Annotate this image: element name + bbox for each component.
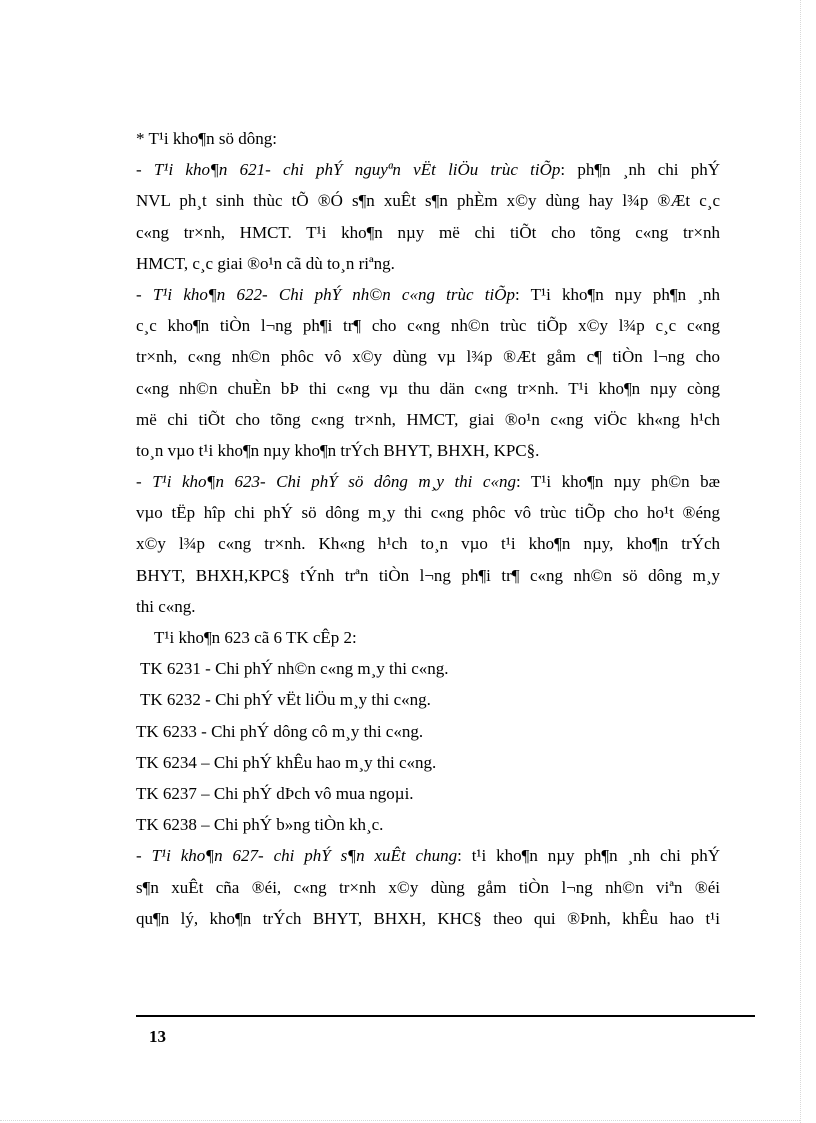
text-segment: : T¹i kho¶n nµy ph¶n ¸nh bbox=[514, 284, 720, 304]
text-segment: - bbox=[136, 846, 152, 866]
text-segment: - bbox=[136, 472, 153, 492]
text-segment: TK 6233 - Chi phÝ dông cô m¸y thi c«ng. bbox=[136, 721, 424, 741]
page-edge-right bbox=[800, 0, 801, 1123]
text-segment: thi c«ng. bbox=[136, 596, 196, 616]
text-line bbox=[136, 903, 720, 934]
text-segment: c¸c kho¶n tiÒn l¬ng ph¶i tr¶ cho c«ng nh©n trùc tiÕp x©y l¾p c¸c c«ng bbox=[136, 316, 720, 336]
text-segment: tr×nh, c«ng nh©n phôc vô x©y dùng vµ l¾p ®Æt gåm c¶ tiÒn l¬ng cho bbox=[136, 347, 720, 367]
text-segment: më chi tiÕt cho tõng c«ng tr×nh, HMCT, giai ®o¹n c«ng viÖc kh«ng h¹ch bbox=[136, 409, 720, 429]
body-text bbox=[136, 123, 720, 934]
text-segment: : T¹i kho¶n nµy ph©n bæ bbox=[515, 472, 720, 492]
text-segment: TK 6234 – Chi phÝ khÊu hao m¸y thi c«ng. bbox=[136, 752, 437, 772]
italic-heading: T¹i kho¶n 627- chi phÝ s¶n xuÊt chung bbox=[151, 846, 458, 866]
text-line bbox=[136, 840, 720, 871]
text-line bbox=[136, 466, 720, 497]
text-line bbox=[136, 653, 720, 684]
text-line bbox=[136, 373, 720, 404]
text-line bbox=[136, 560, 720, 591]
text-line bbox=[136, 404, 720, 435]
text-line bbox=[136, 778, 720, 809]
page-edge-bottom bbox=[0, 1120, 800, 1121]
italic-heading: T¹i kho¶n 622- Chi phÝ nh©n c«ng trùc tiÕp bbox=[152, 284, 515, 304]
text-segment: s¶n xuÊt cña ®éi, c«ng tr×nh x©y dùng gåm tiÒn l¬ng nh©n viªn ®éi bbox=[136, 877, 720, 897]
text-segment: x©y l¾p c«ng tr×nh. Kh«ng h¹ch to¸n vµo t¹i kho¶n nµy, kho¶n trÝch bbox=[136, 534, 720, 554]
text-segment: - bbox=[136, 160, 154, 180]
text-segment: BHYT, BHXH,KPC§ tÝnh trªn tiÒn l¬ng ph¶i tr¶ c«ng nh©n sö dông m¸y bbox=[136, 565, 720, 585]
text-segment: - bbox=[136, 284, 153, 304]
text-segment: HMCT, c¸c giai ®o¹n cã dù to¸n riªng. bbox=[136, 253, 395, 273]
text-line bbox=[136, 684, 720, 715]
text-line bbox=[136, 435, 720, 466]
text-line bbox=[136, 217, 720, 248]
text-segment: T¹i kho¶n 623 cã 6 TK cÊp 2: bbox=[154, 628, 357, 647]
text-line bbox=[136, 185, 720, 216]
text-line bbox=[136, 310, 720, 341]
text-segment: qu¶n lý, kho¶n trÝch BHYT, BHXH, KHC§ theo qui ®Þnh, khÊu hao t¹i bbox=[136, 908, 720, 928]
text-line bbox=[136, 622, 720, 653]
text-segment: TK 6231 - Chi phÝ nh©n c«ng m¸y thi c«ng. bbox=[140, 659, 449, 679]
text-segment: TK 6238 – Chi phÝ b»ng tiÒn kh¸c. bbox=[136, 815, 384, 835]
text-line bbox=[136, 747, 720, 778]
text-segment: : t¹i kho¶n nµy ph¶n ¸nh chi phÝ bbox=[457, 846, 720, 866]
text-line bbox=[136, 528, 720, 559]
text-segment: c«ng nh©n chuÈn bÞ thi c«ng vµ thu dän c«ng tr×nh. T¹i kho¶n nµy còng bbox=[136, 378, 720, 398]
text-line bbox=[136, 872, 720, 903]
text-segment: TK 6232 - Chi phÝ vËt liÖu m¸y thi c«ng. bbox=[140, 690, 431, 710]
text-line bbox=[136, 154, 720, 185]
text-line bbox=[136, 341, 720, 372]
text-line bbox=[136, 279, 720, 310]
text-segment: c«ng tr×nh, HMCT. T¹i kho¶n nµy më chi tiÕt cho tõng c«ng tr×nh bbox=[136, 222, 720, 242]
italic-heading: T¹i kho¶n 621- chi phÝ nguyªn vËt liÖu trùc tiÕp bbox=[153, 160, 561, 180]
text-line bbox=[136, 591, 720, 622]
italic-heading: T¹i kho¶n 623- Chi phÝ sö dông m¸y thi c«ng bbox=[152, 472, 516, 492]
text-segment: vµo tËp hîp chi phÝ sö dông m¸y thi c«ng phôc vô trùc tiÕp cho ho¹t ®éng bbox=[136, 503, 720, 523]
text-line bbox=[136, 123, 720, 154]
text-segment: to¸n vµo t¹i kho¶n nµy kho¶n trÝch BHYT, BHXH, KPC§. bbox=[136, 440, 540, 460]
text-segment: NVL ph¸t sinh thùc tÕ ®Ó s¶n xuÊt s¶n phÈm x©y dùng hay l¾p ®Æt c¸c bbox=[136, 191, 720, 211]
footer-rule bbox=[136, 1015, 755, 1017]
page-number: 13 bbox=[149, 1027, 166, 1046]
text-line bbox=[136, 809, 720, 840]
text-line bbox=[136, 716, 720, 747]
text-line bbox=[136, 248, 720, 279]
text-segment: TK 6237 – Chi phÝ dÞch vô mua ngoµi. bbox=[136, 783, 414, 803]
text-segment: * T¹i kho¶n sö dông: bbox=[136, 129, 277, 148]
text-line bbox=[136, 497, 720, 528]
text-segment: : ph¶n ¸nh chi phÝ bbox=[560, 160, 720, 180]
